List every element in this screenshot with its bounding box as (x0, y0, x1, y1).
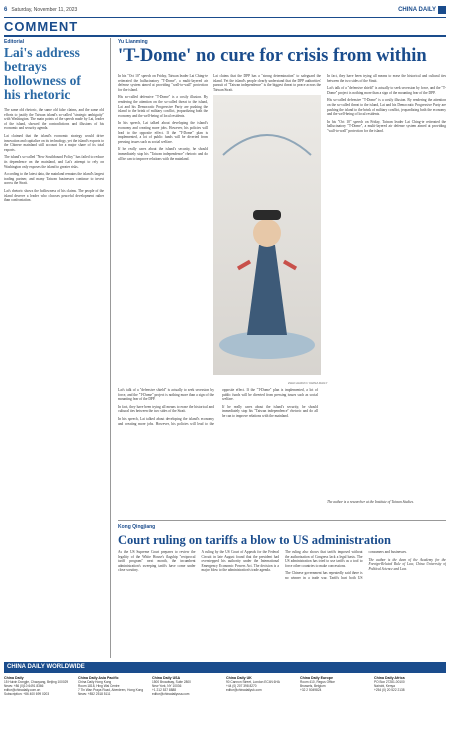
second-body (118, 550, 446, 654)
editorial-title: Lai's address betrays hollowness of his rhetoric (4, 45, 81, 102)
opinion-paragraph: In fact, they have been trying all means to erase the historical and cultural ties between the two sides of the Strait. (327, 74, 446, 83)
illustration-art (213, 95, 321, 375)
column-divider (110, 38, 111, 658)
office-line: News: +86 (0)10 6491 8366 (4, 684, 44, 688)
second-paragraph: The Chinese government has repeatedly said there is no winner in a trade war. Tariffs hurt both US consumers and businesses. (285, 550, 407, 580)
office-line: +32 2 5049824 (300, 688, 322, 692)
editorial-paragraph: According to the latest data, the mainland remains the island's largest trading partner, and many Taiwan businesses continue to invest across the Strait. (4, 172, 104, 186)
section-rule (4, 35, 446, 37)
editorial-paragraph: The island's so-called "New Southbound Policy" has failed to reduce its dependence on the mainland, and Lai's attempt to rely on Washington only exposes the island to greater risks. (4, 155, 104, 169)
opinion-paragraph: In his "Oct 10" speech on Friday, Taiwan leader Lai Ching-te reiterated the hallucinatory "T-Dome", a multi-layered air defense system aimed at providing "wall-to-wall" protection for the island. (327, 119, 446, 133)
opinion-paragraph: His so-called defensive "T-Dome" is a costly illusion. By rendering the attention on the so-called threat to the island, Lai and his Democratic Progressive Party are pushing the island to the brink of military conflict, jeopardizing both the economy and the well-being of local residents. (327, 98, 446, 117)
office-line: PO Box 27281-00100 (374, 680, 405, 684)
opinion-paragraph: In fact, they have been trying all means to erase the historical and cultural ties between the two sides of the Strait. (118, 404, 214, 414)
opinion-paragraph: In his speech, Lai talked about developing the island's economy and creating more jobs. However, his policies will lead to the opposite effect. If the "T-Dome" plan is implemented, a lot of public funds will be diverted from pressing issues such as social welfare. (118, 121, 208, 144)
office-name: China Daily Africa (374, 676, 405, 680)
opinion-col-2-top (213, 74, 321, 92)
office-line: Room 1818, Hing Wai Centre (78, 684, 120, 688)
office-line: Room 410, Regus Office (300, 680, 335, 684)
section-title: COMMENT (4, 19, 79, 34)
office-line: Brussels, Belgium (300, 684, 326, 688)
office-block (300, 676, 366, 692)
office-block (374, 676, 440, 692)
opinion-paragraph: Lai's talk of a "defensive shield" is actually to seek secession by force, and the "T-Dome" project is nothing more than a sign of the mounting fear of the DPP. (327, 86, 446, 95)
photo-caption: ZHAI HAIJUN / CHINA DAILY (288, 381, 328, 385)
office-block (226, 676, 292, 692)
article-divider (118, 520, 446, 521)
second-paragraph: As the US Supreme Court prepares to review the legality of the White House's flagship "reciprocal tariff program" next month, the incumbent administration's sweeping tariffs have come under close scrutiny. (118, 550, 196, 573)
office-block (78, 676, 144, 696)
footer-brand: CHINA DAILY WORLDWIDE (4, 662, 446, 673)
office-name: China Daily USA (152, 676, 181, 680)
masthead: CHINA DAILY (398, 7, 436, 13)
office-line: +1 212 537 8888 (152, 688, 177, 692)
illustration (213, 95, 321, 375)
office-name: China Daily UK (226, 676, 252, 680)
opinion-paragraph: In his speech, Lai talked about developing the island's economy and creating more jobs. However, his policies will lead to the opposite effect. If the "T-Dome" plan is implemented, a lot of public funds will be diverted from pressing issues such as social welfare. (118, 388, 318, 426)
second-author: Kong Qingjiang (118, 524, 156, 530)
page-number: 6 (4, 7, 8, 13)
office-line: 90 Cannon Street, London EC4N 6HA (226, 680, 280, 684)
opinion-author: Yu Lianming (118, 39, 148, 45)
editorial-paragraph: The same old rhetoric, the same old false claims, and the same old efforts to justify the Taiwan island's so-called "strategic ambiguity" with Washington. The main points of the speech made by Lai, leader of the island, showed the contradictions and illusions of his economic and security agenda. (4, 108, 104, 131)
opinion-col-3 (327, 74, 446, 494)
editorial-paragraph: Lai claimed that the island's economic strategy would drive innovation and capitalize on its technology, yet the island's exports to the Chinese mainland still account for a major share of its total exports. (4, 133, 104, 152)
opinion-paragraph: If he really cares about the island's security, he should immediately stop his "Taiwan independence" rhetoric and do all he can to improve relations with the mainland. (118, 147, 208, 161)
second-paragraph: The ruling also shows that tariffs imposed without the authorization of Congress lack a legal basis. The US administration has tried to use tariffs as a tool to force other countries to make concessions. (285, 550, 363, 568)
opinion-lower-body (118, 388, 318, 528)
office-name: China Daily (4, 676, 24, 680)
opinion-paragraph: Lai claims that the DPP has a "strong determination" to safeguard the island. Yet the island's people clearly understand that the DPP authorities' pursuit of "Taiwan independence" is the biggest threat to peace across the Taiwan Strait. (213, 74, 321, 92)
office-line: 7 Tin Wan Praya Road, Aberdeen, Hong Kong (78, 688, 144, 692)
office-line: New York, NY 10036 (152, 684, 182, 688)
office-line: +44 (0) 207 398 8270 (226, 684, 257, 688)
second-headline: Court ruling on tariffs a blow to US administration (118, 533, 391, 547)
office-line: 1500 Broadway, Suite 2800 (152, 680, 191, 684)
opinion-paragraph: In his "Oct 10" speech on Friday, Taiwan leader Lai Ching-te reiterated the hallucinatory "T-Dome", a multi-layered air defense system aimed at providing "wall-to-wall" protection for the island. (118, 74, 208, 92)
office-block (4, 676, 70, 696)
office-line: China Daily Hong Kong (78, 680, 112, 684)
second-author-note: The author is the dean of the Academy for the Foreign-Related Rule of Law, China University of Political Science and Law. (368, 557, 446, 571)
office-line: 15 Huixin Dongjie, Chaoyang, Beijing 100029 (4, 680, 69, 684)
opinion-paragraph: Lai's talk of a "defensive shield" is actually to seek secession by force, and the "T-Dome" project is nothing more than a sign of the mounting fear of the DPP. (118, 388, 214, 402)
editorial-paragraph: Lai's rhetoric shows the hollowness of his claims. The people of the island deserve a leader who chooses peaceful development rather than confrontation. (4, 188, 104, 203)
header-rule (4, 17, 446, 18)
masthead-block (438, 6, 446, 14)
opinion-paragraph: His so-called defensive "T-Dome" is a costly illusion. By rendering the attention on the so-called threat to the island, Lai and his Democratic Progressive Party are pushing the island to the brink of military conflict, jeopardizing both the economy and the well-being of local residents. (118, 95, 208, 118)
office-line: +254 (0) 20 522 2138 (374, 688, 405, 692)
page-header (4, 4, 446, 16)
office-line: Nairobi, Kenya (374, 684, 395, 688)
second-paragraph: A ruling by the US Court of Appeals for the Federal Circuit in late August found that the president had overstepped his authority under the International Emergency Economic Powers Act. The decision is a major blow to the administration's trade agenda. (201, 550, 279, 573)
office-name: China Daily Asia Pacific (78, 676, 119, 680)
office-line: editor@chinadaily.com.cn (4, 688, 41, 692)
office-line: editor@chinadailyuk.com (226, 688, 262, 692)
office-block (152, 676, 218, 696)
editorial-body (4, 108, 104, 654)
opinion-headline: 'T-Dome' no cure for crisis from within (118, 46, 427, 66)
office-name: China Daily Europe (300, 676, 333, 680)
office-line: editor@chinadailyusa.com (152, 692, 190, 696)
opinion-paragraph: If he really cares about the island's security, he should immediately stop his "Taiwan independence" rhetoric and do all he can to improve relations with the mainland. (222, 404, 318, 418)
opinion-author-note: The author is a researcher at the Institute of Taiwan Studies. (327, 500, 414, 504)
page-date: Saturday, November 11, 2023 (11, 7, 78, 13)
office-line: News: +852 2518 5111 (78, 692, 111, 696)
editorial-label: Editorial (4, 39, 25, 45)
office-line: Subscription: +86 400 699 0203 (4, 692, 50, 696)
